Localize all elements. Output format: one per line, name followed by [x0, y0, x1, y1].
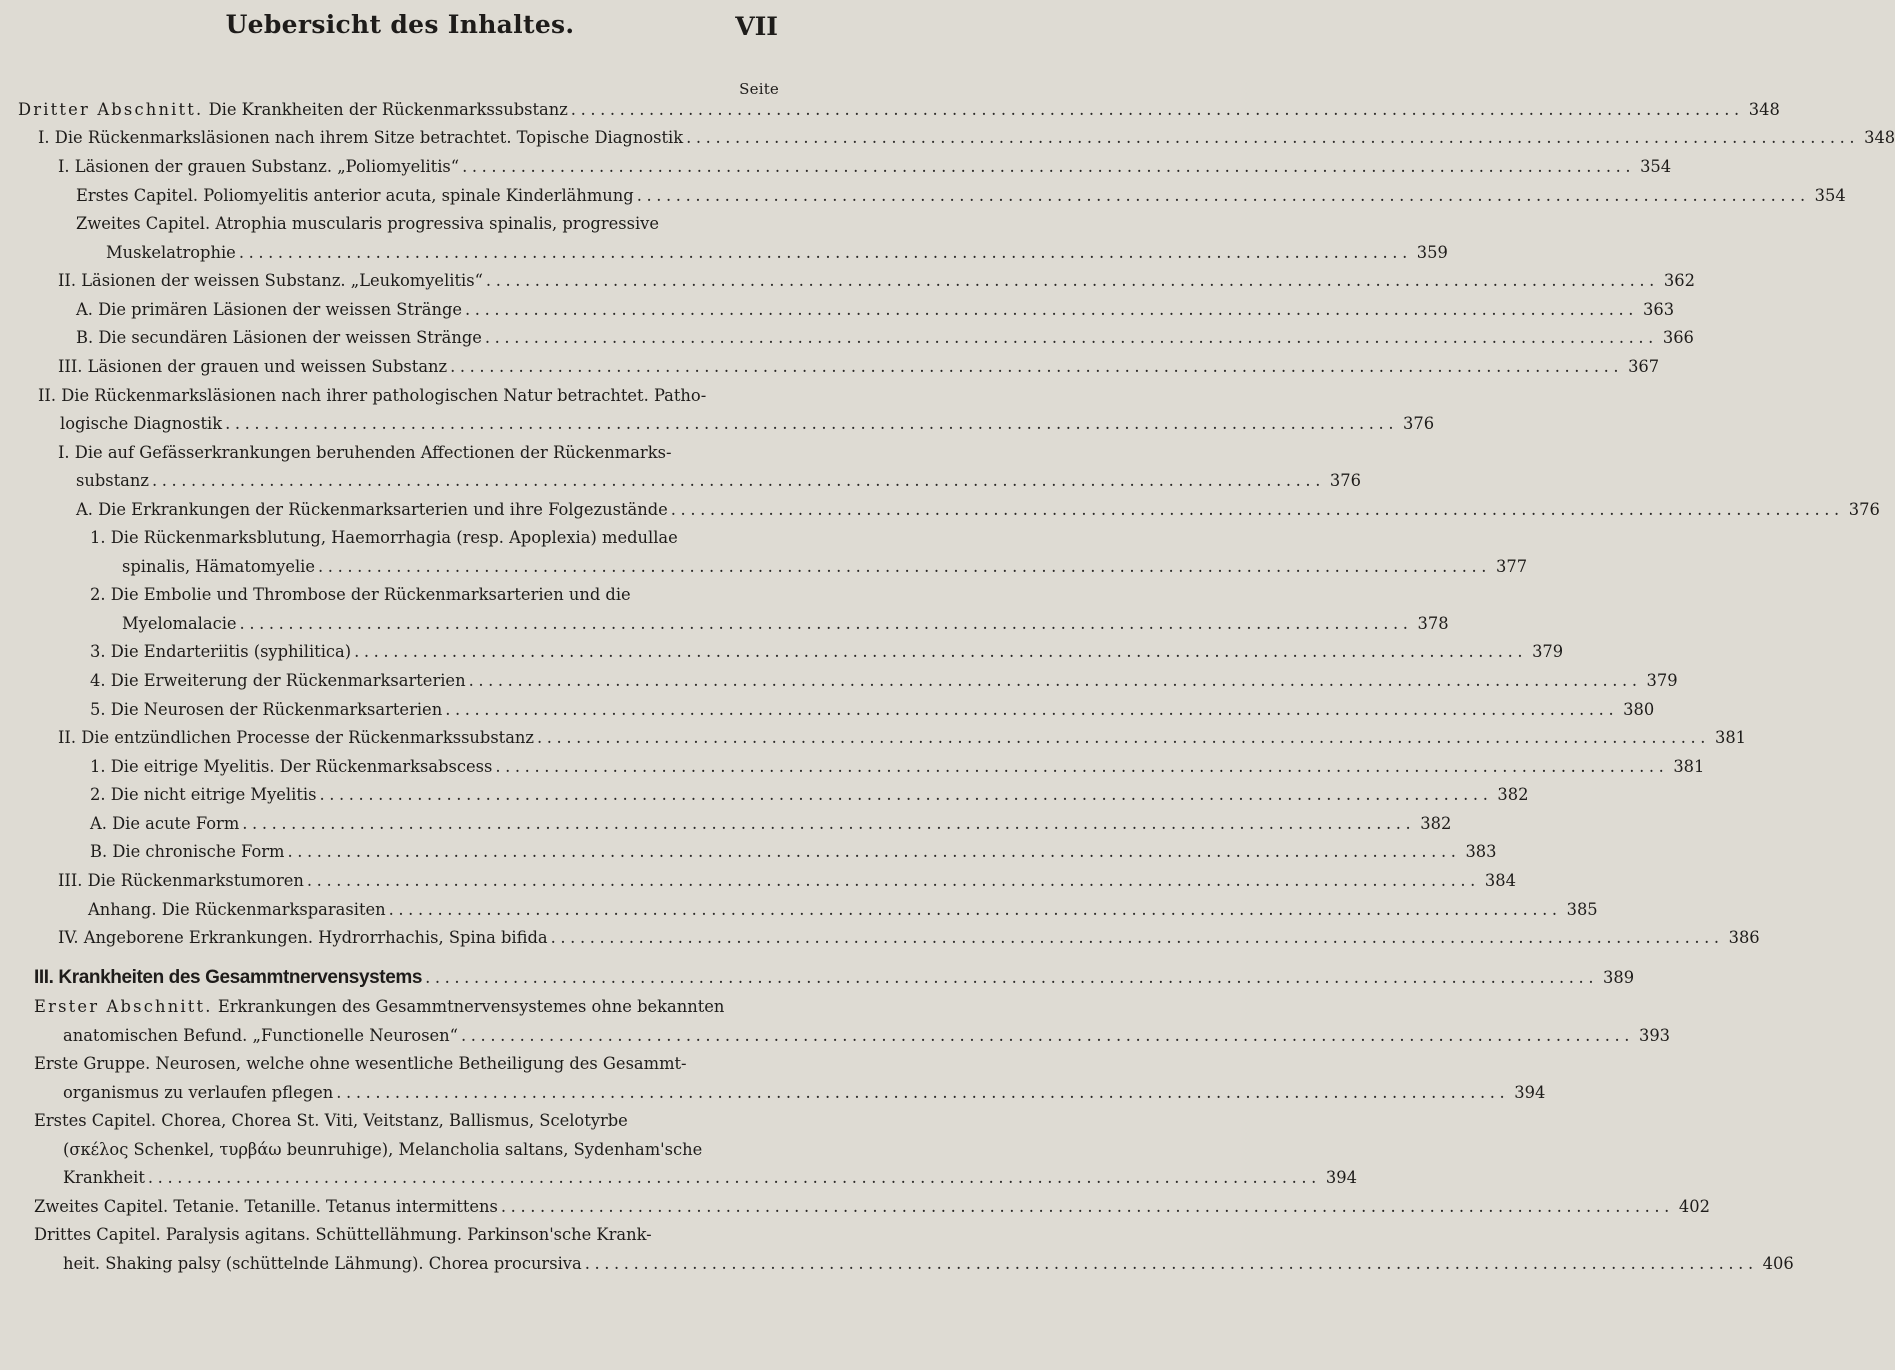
toc-entry	[0, 868, 1516, 894]
toc-entry	[0, 897, 1598, 923]
toc-entry	[0, 582, 800, 608]
leader-dots: ........................................................................................................................	[485, 271, 1659, 290]
toc-entry	[0, 497, 1880, 523]
toc-entry	[0, 325, 1694, 351]
toc-entry-title: II. Die entzündlichen Processe der Rückenmarkssubstanz	[58, 728, 534, 747]
toc-entry-title: A. Die acute Form	[90, 814, 240, 833]
leader-dots: ........................................................................................................................	[462, 157, 1636, 176]
page-column-label: Seite	[739, 80, 779, 98]
leader-dots: ........................................................................................................................	[550, 928, 1724, 947]
leader-dots: ........................................................................................................................	[425, 968, 1599, 987]
toc-entry-title: 2. Die Embolie und Thrombose der Rückenmarksarterien und die	[90, 585, 631, 604]
toc-entry	[0, 611, 1449, 637]
toc-entry	[0, 925, 1760, 951]
toc-entry	[0, 240, 1448, 266]
leader-dots: ........................................................................................................................	[336, 1083, 1510, 1102]
toc-entry-title: 1. Die Rückenmarksblutung, Haemorrhagia (resp. Apoplexia) medullae	[90, 528, 678, 547]
toc-page-number: 376	[1848, 500, 1880, 519]
running-title: Uebersicht des Inhaltes.	[225, 10, 575, 39]
toc-page-number: 382	[1497, 785, 1529, 804]
toc-page-number: 394	[1514, 1083, 1546, 1102]
leader-dots: ........................................................................................................................	[388, 900, 1562, 919]
leader-dots: ........................................................................................................................	[306, 871, 1480, 890]
leader-dots: ........................................................................................................................	[151, 471, 1325, 490]
toc-entry	[0, 994, 800, 1020]
toc-entry	[0, 1165, 1357, 1191]
toc-page-number: 384	[1484, 871, 1516, 890]
toc-entry-title: 4. Die Erweiterung der Rückenmarksarterien	[90, 671, 466, 690]
toc-page-number: 381	[1714, 728, 1747, 747]
leader-dots: ........................................................................................................................	[318, 557, 1492, 576]
toc-entry-title: Zweites Capitel. Tetanie. Tetanille. Tetanus intermittens	[34, 1197, 498, 1216]
toc-entry	[0, 125, 1895, 151]
toc-entry-title: Krankheit	[63, 1168, 145, 1187]
leader-dots: ........................................................................................................................	[238, 243, 1412, 262]
toc-entry	[0, 468, 1361, 494]
toc-entry-title: 2. Die nicht eitrige Myelitis	[90, 785, 317, 804]
toc-page-number: 362	[1663, 271, 1695, 290]
toc-entry	[0, 725, 1747, 751]
leader-dots: ........................................................................................................................	[287, 842, 1461, 861]
toc-entry	[0, 668, 1678, 694]
toc-page-number: 381	[1673, 757, 1705, 776]
toc-page-number: 354	[1640, 157, 1672, 176]
toc-page-number: 348	[1748, 100, 1780, 119]
toc-entry	[0, 1194, 1710, 1220]
toc-entry	[0, 1137, 800, 1163]
toc-entry-title: III. Die Rückenmarkstumoren	[58, 871, 304, 890]
toc-entry	[0, 411, 1435, 437]
leader-dots: ........................................................................................................................	[636, 186, 1810, 205]
toc-page-number: 378	[1417, 614, 1449, 633]
toc-entry-title: B. Die secundären Läsionen der weissen Stränge	[76, 328, 482, 347]
toc-page-number: 383	[1465, 842, 1497, 861]
leader-dots: ........................................................................................................................	[686, 128, 1860, 147]
toc-entry-title: 3. Die Endarteriitis (syphilitica)	[90, 642, 352, 661]
toc-entry-title: Myelomalacie	[122, 614, 237, 633]
toc-page-number: 402	[1678, 1197, 1710, 1216]
toc-entry-title: 1. Die eitrige Myelitis. Der Rückenmarksabscess	[90, 757, 493, 776]
toc-entry-title: A. Die primären Läsionen der weissen Stränge	[76, 300, 463, 319]
toc-page-number: 380	[1623, 700, 1655, 719]
toc-entry	[0, 211, 800, 237]
toc-entry	[0, 1080, 1546, 1106]
leader-dots: ........................................................................................................................	[242, 814, 1416, 833]
toc-entry-title: logische Diagnostik	[60, 414, 223, 433]
leader-dots: ........................................................................................................................	[450, 357, 1624, 376]
toc-entry-title: heit. Shaking palsy (schüttelnde Lähmung). Chorea procursiva	[63, 1254, 582, 1273]
toc-entry	[0, 525, 800, 551]
toc-entry-title: III. Läsionen der grauen und weissen Substanz	[58, 357, 448, 376]
leader-dots: ........................................................................................................................	[570, 100, 1744, 119]
toc-entry	[0, 97, 1780, 123]
toc-entry-title: I. Die Rückenmarksläsionen nach ihrem Sitze betrachtet. Topische Diagnostik	[38, 128, 684, 147]
leader-dots: ........................................................................................................................	[239, 614, 1413, 633]
toc-page-number: 377	[1495, 557, 1528, 576]
toc-entry-title: anatomischen Befund. „Functionelle Neurosen“	[63, 1026, 458, 1045]
toc-entry-title: Erstes Capitel. Poliomyelitis anterior acuta, spinale Kinderlähmung	[76, 186, 634, 205]
toc-entry-title: Erste Gruppe. Neurosen, welche ohne wesentliche Betheiligung des Gesammt-	[34, 1054, 687, 1073]
toc-entry-title: Erstes Capitel. Chorea, Chorea St. Viti, Veitstanz, Ballismus, Scelotyrbe	[34, 1111, 628, 1130]
toc-entry-title: substanz	[76, 471, 149, 490]
toc-entry-title: II. Läsionen der weissen Substanz. „Leukomyelitis“	[58, 271, 483, 290]
toc-page-number: 366	[1662, 328, 1694, 347]
toc-entry-title: Drittes Capitel. Paralysis agitans. Schüttellähmung. Parkinson'sche Krank-	[34, 1225, 652, 1244]
toc-page-number: 376	[1403, 414, 1435, 433]
leader-dots: ........................................................................................................................	[537, 728, 1711, 747]
toc-page-number: 385	[1566, 900, 1598, 919]
toc-entry-title: III. Krankheiten des Gesammtnervensystems	[34, 967, 423, 988]
toc-page-number: 367	[1628, 357, 1660, 376]
page-header	[0, 8, 800, 68]
toc-entry	[0, 554, 1528, 580]
toc-entry	[0, 440, 800, 466]
toc-entry-title: (σκέλος Schenkel, τυρβάω beunruhige), Melancholia saltans, Sydenham'sche	[63, 1140, 703, 1159]
leader-dots: ........................................................................................................................	[225, 414, 1399, 433]
leader-dots: ........................................................................................................................	[445, 700, 1619, 719]
toc-entry-title: B. Die chronische Form	[90, 842, 285, 861]
toc-page-number: 376	[1329, 471, 1361, 490]
leader-dots: ........................................................................................................................	[500, 1197, 1674, 1216]
toc-entry	[0, 754, 1705, 780]
toc-page-number: 363	[1642, 300, 1675, 319]
toc-entry-title: Zweites Capitel. Atrophia muscularis progressiva spinalis, progressive	[76, 214, 659, 233]
toc-entry	[0, 1051, 800, 1077]
toc-page-number: 393	[1638, 1026, 1671, 1045]
toc-entry	[0, 811, 1452, 837]
toc-entry-title: organismus zu verlaufen pflegen	[63, 1083, 334, 1102]
toc-entry	[0, 268, 1695, 294]
toc-entry-title: II. Die Rückenmarksläsionen nach ihrer pathologischen Natur betrachtet. Patho-	[38, 386, 707, 405]
leader-dots: ........................................................................................................................	[147, 1168, 1321, 1187]
toc-page-number: 359	[1416, 243, 1448, 262]
toc-entry-title: Erster Abschnitt. Erkrankungen des Gesammtnervensystemes ohne bekannten	[34, 997, 725, 1016]
leader-dots: ........................................................................................................................	[670, 500, 1844, 519]
toc-entry	[0, 1222, 800, 1248]
toc-page-number: 406	[1762, 1254, 1794, 1273]
toc-page-number: 379	[1532, 642, 1564, 661]
toc-page-number: 389	[1603, 968, 1635, 987]
toc-entry-title: Dritter Abschnitt. Die Krankheiten der Rückenmarkssubstanz	[18, 100, 568, 119]
toc-entry-title: I. Die auf Gefässerkrankungen beruhenden Affectionen der Rückenmarks-	[58, 443, 672, 462]
toc-entry-title: spinalis, Hämatomyelie	[122, 557, 316, 576]
toc-entry	[0, 965, 1635, 991]
toc-entry	[0, 782, 1529, 808]
toc-entry-title: I. Läsionen der grauen Substanz. „Poliomyelitis“	[58, 157, 460, 176]
leader-dots: ........................................................................................................................	[468, 671, 1642, 690]
toc-entry	[0, 1108, 800, 1134]
toc-entry-title: IV. Angeborene Erkrankungen. Hydrorrhachis, Spina bifida	[58, 928, 548, 947]
leader-dots: ........................................................................................................................	[319, 785, 1493, 804]
toc-entry	[0, 297, 1675, 323]
toc-entry	[0, 839, 1497, 865]
leader-dots: ........................................................................................................................	[354, 642, 1528, 661]
leader-dots: ........................................................................................................................	[495, 757, 1669, 776]
leader-dots: ........................................................................................................................	[484, 328, 1658, 347]
toc-entry	[0, 697, 1655, 723]
toc-entry-title: Anhang. Die Rückenmarksparasiten	[88, 900, 386, 919]
leader-dots: ........................................................................................................................	[461, 1026, 1635, 1045]
toc-entry	[0, 1251, 1794, 1277]
toc-page-number: 348	[1864, 128, 1895, 147]
toc-entry	[0, 1023, 1671, 1049]
page-number: VII	[735, 12, 778, 41]
toc-entry-title: Muskelatrophie	[106, 243, 236, 262]
toc-entry	[0, 639, 1564, 665]
toc-page-number: 382	[1420, 814, 1452, 833]
toc-page-number: 394	[1325, 1168, 1357, 1187]
toc-entry-title: A. Die Erkrankungen der Rückenmarksarterien und ihre Folgezustände	[76, 500, 668, 519]
toc-page-number: 386	[1728, 928, 1760, 947]
toc-entry-title: 5. Die Neurosen der Rückenmarksarterien	[90, 700, 443, 719]
toc-entry	[0, 154, 1672, 180]
toc-page-number: 379	[1646, 671, 1678, 690]
toc-entry	[0, 183, 1846, 209]
leader-dots: ........................................................................................................................	[465, 300, 1639, 319]
toc-entry	[0, 354, 1660, 380]
toc-page-number: 354	[1814, 186, 1846, 205]
leader-dots: ........................................................................................................................	[584, 1254, 1758, 1273]
toc-entry	[0, 383, 800, 409]
